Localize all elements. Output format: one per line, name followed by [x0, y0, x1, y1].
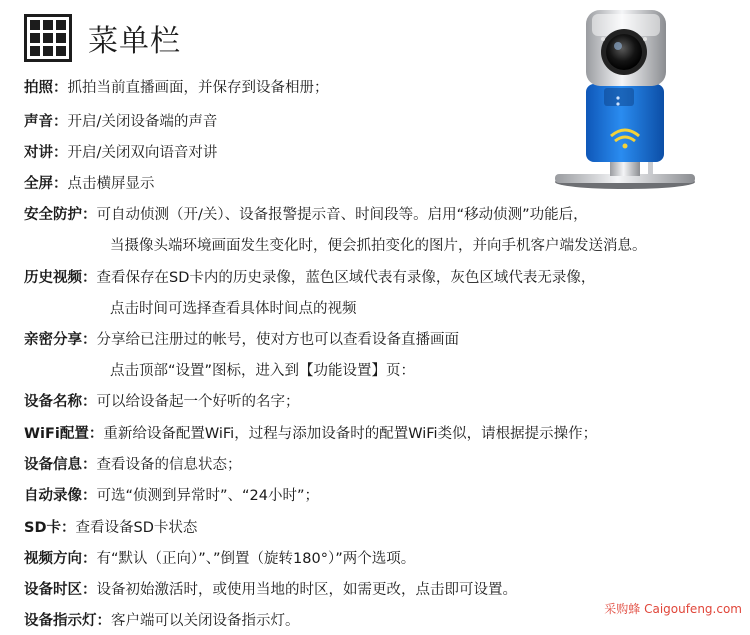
list-item: [24, 611, 300, 631]
list-item: [24, 455, 242, 475]
item-text-cont: 当摄像头端环境画面发生变化时，便会抓拍变化的图片，并向手机客户端发送消息。: [110, 238, 647, 254]
item-text: 抓拍当前直播画面，并保存到设备相册；: [67, 80, 329, 96]
item-sep: ：: [88, 426, 104, 442]
item-text: 有“默认（正向）”、”倒置（旋转180°）”两个选项。: [96, 551, 416, 567]
item-label: 设备时区: [24, 582, 82, 598]
list-item: [24, 330, 459, 350]
camera-device-icon: [548, 6, 698, 191]
item-text: 查看设备的信息状态；: [96, 457, 242, 473]
list-item: [24, 580, 517, 600]
item-text: 客户端可以关闭设备指示灯。: [111, 613, 300, 629]
list-item: [24, 268, 595, 288]
item-text: 查看设备SD卡状态: [75, 520, 198, 536]
item-label: SD卡: [24, 520, 61, 536]
item-sep: ：: [82, 332, 97, 348]
item-text-cont: 点击顶部“设置”图标，进入到【功能设置】页：: [110, 363, 416, 379]
item-sep: ：: [53, 80, 68, 96]
list-item: [24, 143, 217, 163]
list-item: [24, 174, 155, 194]
item-label: 全屏: [24, 176, 53, 192]
list-item: [24, 518, 197, 538]
item-text: 可自动侦测（开/关）、设备报警提示音、时间段等。启用“移动侦测”功能后，: [96, 207, 588, 223]
list-item-continued: [110, 299, 357, 319]
item-label: 历史视频: [24, 270, 82, 286]
item-label: 设备信息: [24, 457, 82, 473]
item-text: 重新给设备配置WiFi，过程与添加设备时的配置WiFi类似，请根据提示操作；: [103, 426, 598, 442]
item-sep: ：: [53, 145, 68, 161]
list-item-continued: [110, 361, 415, 381]
item-sep: ：: [60, 520, 76, 536]
item-sep: ：: [82, 394, 97, 410]
item-label: 对讲: [24, 145, 53, 161]
list-item-continued: [110, 236, 647, 256]
item-text: 可选“侦测到异常时”、“24小时”；: [96, 488, 319, 504]
item-sep: ：: [82, 270, 97, 286]
item-text: 查看保存在SD卡内的历史录像，蓝色区域代表有录像，灰色区域代表无录像，: [96, 270, 596, 286]
list-item: [24, 112, 217, 132]
list-item: [24, 205, 588, 225]
item-label: 声音: [24, 114, 53, 130]
menu-grid-icon: [24, 14, 72, 62]
item-sep: ：: [82, 207, 97, 223]
item-label: 视频方向: [24, 551, 82, 567]
item-label: 安全防护: [24, 207, 82, 223]
page-title: 菜单栏: [88, 24, 181, 59]
item-sep: ：: [96, 613, 111, 629]
item-label: WiFi配置: [24, 426, 89, 442]
item-sep: ：: [53, 176, 68, 192]
item-text: 可以给设备起一个好听的名字；: [96, 394, 300, 410]
item-text: 开启/关闭双向语音对讲: [67, 145, 218, 161]
item-sep: ：: [82, 551, 97, 567]
item-label: 亲密分享: [24, 332, 82, 348]
item-text-cont: 点击时间可选择查看具体时间点的视频: [110, 301, 357, 317]
item-label: 拍照: [24, 80, 53, 96]
item-text: 开启/关闭设备端的声音: [67, 114, 218, 130]
item-label: 自动录像: [24, 488, 82, 504]
item-sep: ：: [82, 582, 97, 598]
item-sep: ：: [82, 488, 97, 504]
list-item: [24, 424, 597, 444]
list-item: [24, 486, 319, 506]
item-label: 设备指示灯: [24, 613, 97, 629]
item-label: 设备名称: [24, 394, 82, 410]
watermark: 采购蜂 Caigoufeng.com: [604, 602, 742, 616]
item-sep: ：: [53, 114, 68, 130]
list-item: [24, 549, 415, 569]
list-item: [24, 392, 300, 412]
header: [24, 14, 181, 62]
item-text: 分享给已注册过的帐号，使对方也可以查看设备直播画面: [96, 332, 459, 348]
item-text: 点击横屏显示: [67, 176, 155, 192]
item-text: 设备初始激活时，或使用当地的时区，如需更改，点击即可设置。: [96, 582, 517, 598]
item-sep: ：: [82, 457, 97, 473]
list-item: [24, 78, 329, 98]
